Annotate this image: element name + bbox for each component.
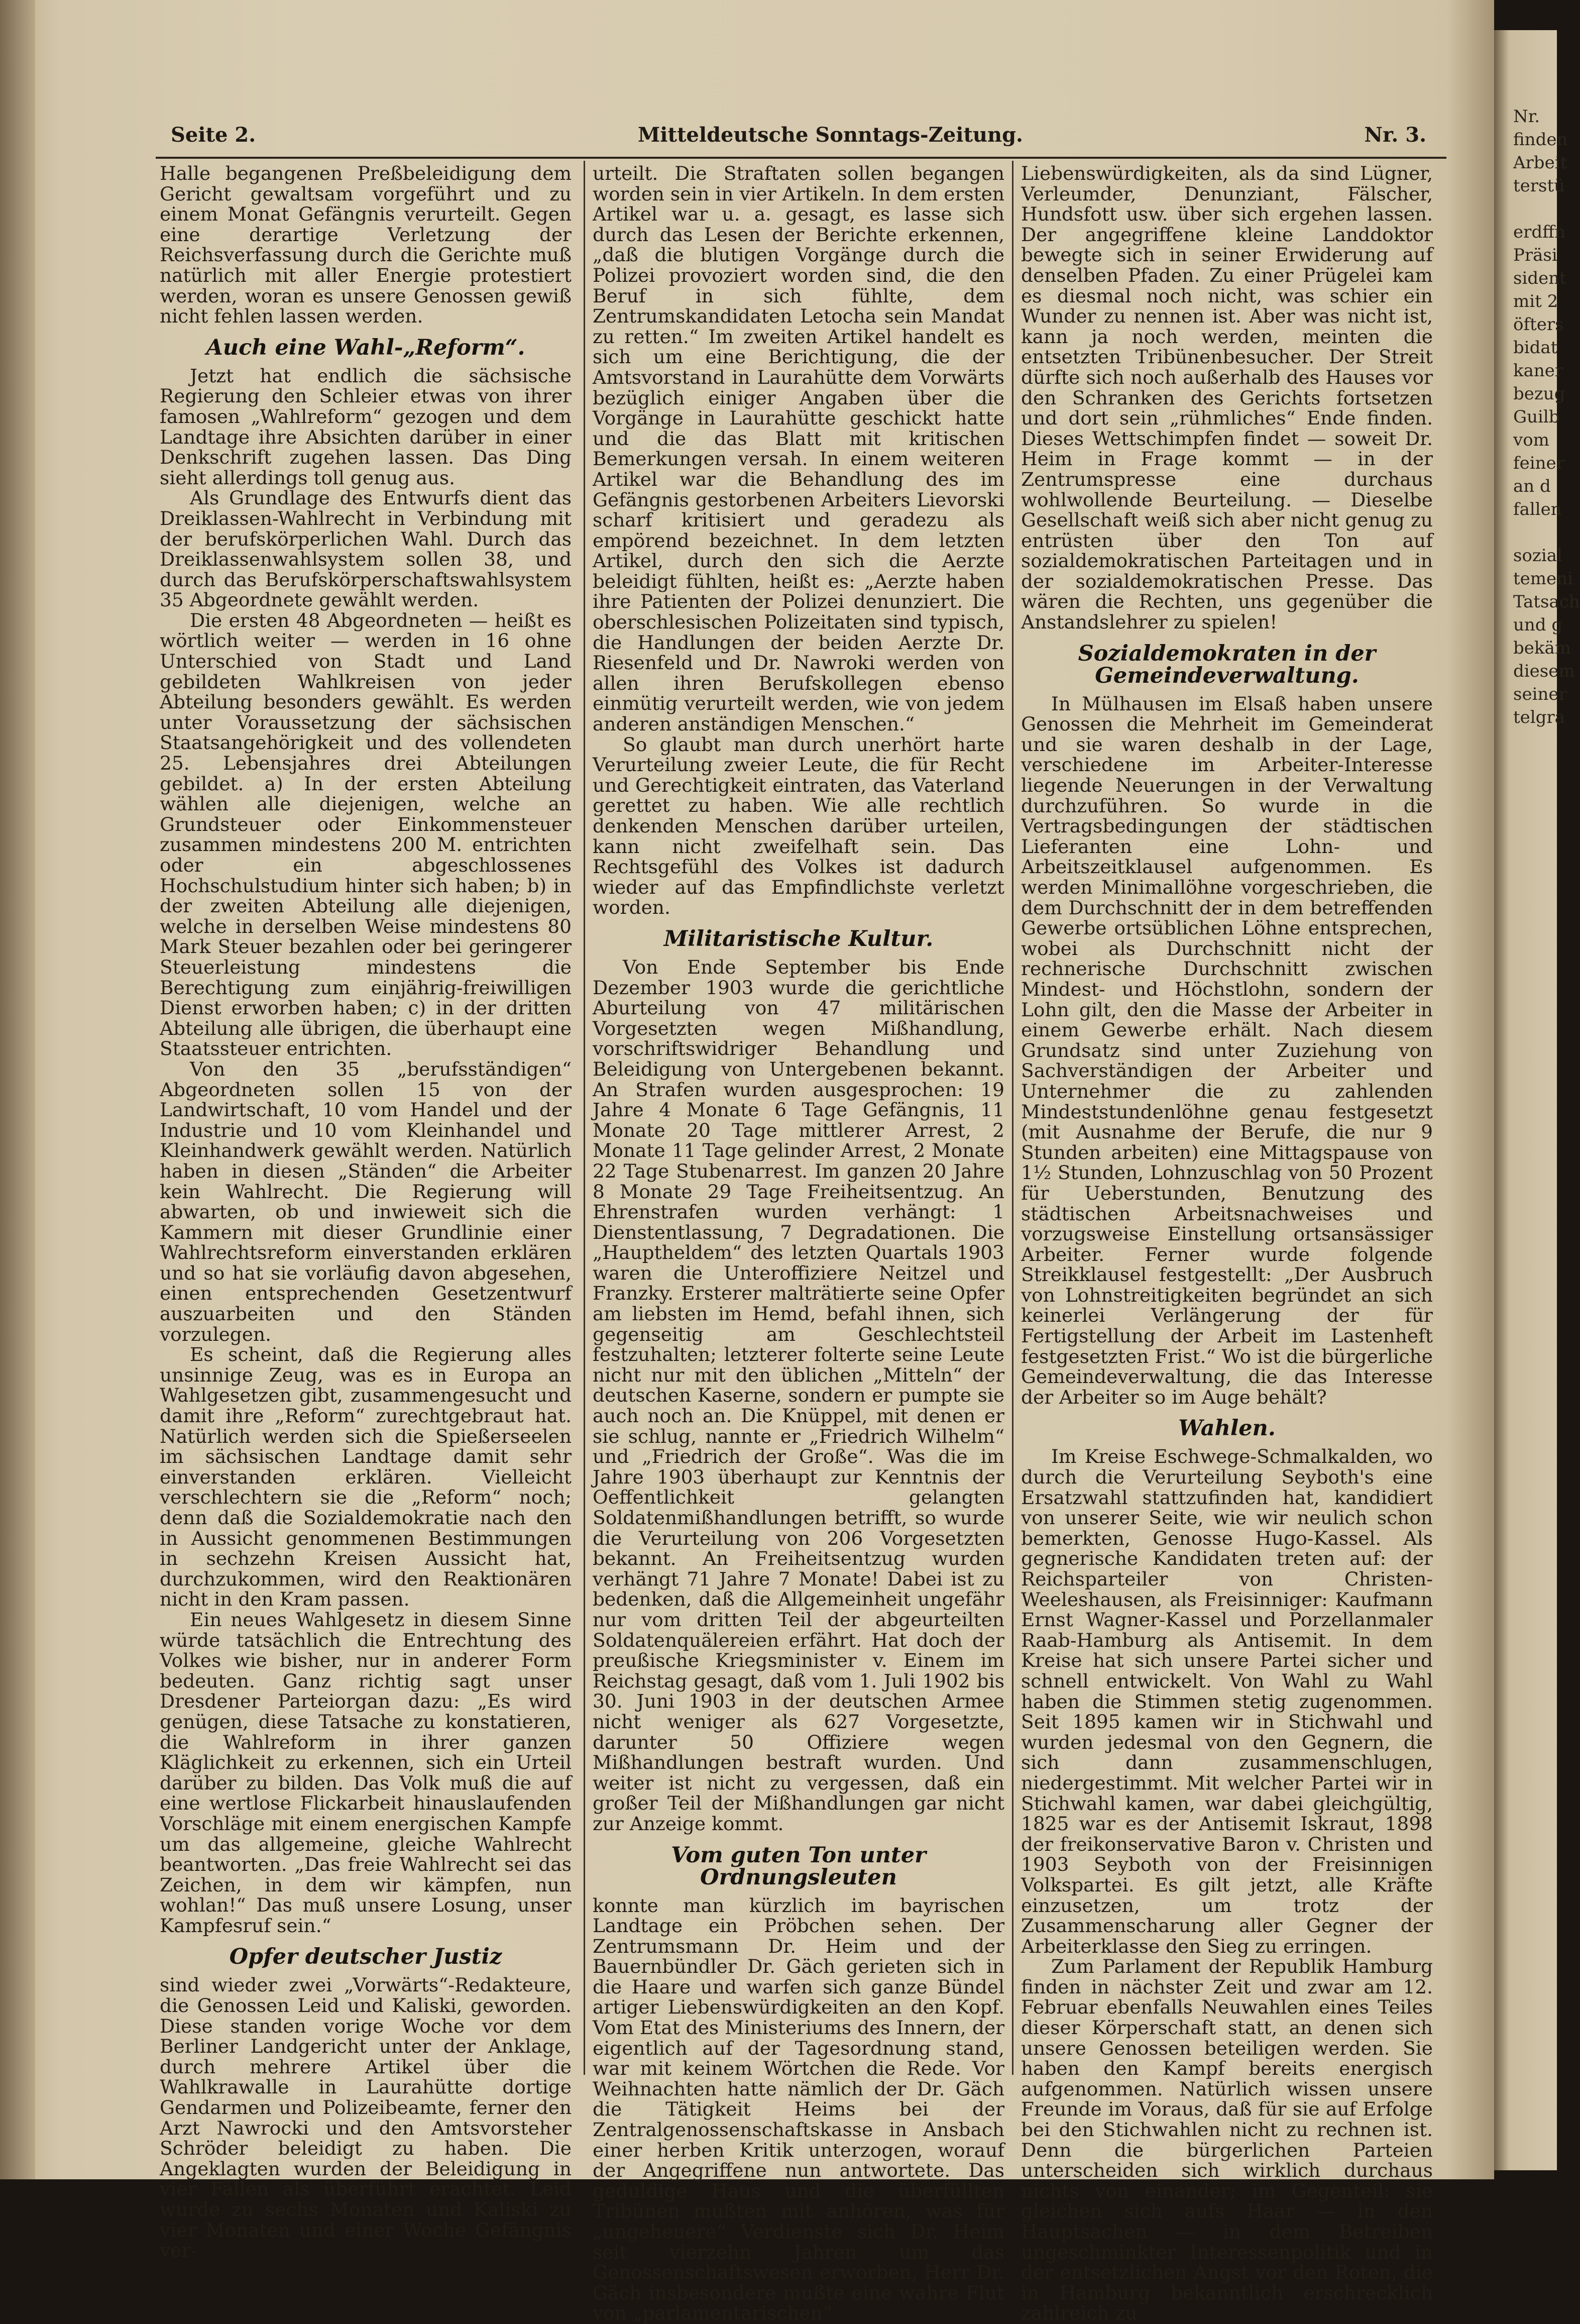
header-rule [156, 157, 1446, 159]
page-header [171, 123, 1426, 158]
article-heading: Sozialdemokraten in der Gemeindeverwaltung. [1078, 641, 1376, 688]
newspaper-title: Mitteldeutsche Sonntags-Zeitung. [638, 123, 1023, 147]
article-heading: Auch eine Wahl-„Reform“. [206, 335, 525, 360]
adjacent-page-fragment: sozial [1513, 546, 1562, 566]
column-1 [160, 162, 572, 2262]
paragraph: Zum Parlament der Republik Hamburg finden in nächster Zeit und zwar am 12. Februar ebenfalls Neuwahlen eines Teiles dieser Körperschaft statt, an denen sich unsere Genossen beteiligen werden. Sie haben den Kampf bereits energisch aufgenommen. Natürlich wissen unsere Freunde im Voraus, daß für sie auf Erfolge bei den Stichwahlen nicht zu rechnen ist. Denn die bürgerlichen Parteien unterscheiden sich wirklich durchaus nichts von einander; im Gegenteil: sie gleichen sich aufs Haar — in den Hauptsachen — in dem Betreiben ungeschminkter Interessenpolitik und in der entsetzlichen Angst vor den Roten, die in Hamburg bekanntlich erschrecklich zahlreich zu [1021, 1955, 1433, 2324]
adjacent-page-fragment: Guilb [1513, 407, 1560, 427]
paragraph: In Mülhausen im Elsaß haben unsere Genossen die Mehrheit im Gemeinderat und sie waren deshalb in der Lage, verschiedene im Arbeiter-Interesse liegende Neuerungen in der Verwaltung durchzuführen. So wurde in die Vertragsbedingungen der städtischen Lieferanten eine Lohn- und Arbeitszeitklausel aufgenommen. Es werden Minimallöhne vorgeschrieben, die dem Durchschnitt der in dem betreffenden Gewerbe ortsüblichen Löhne entsprechen, wobei als Durchschnitt nicht der rechnerische Durchschnitt zwischen Mindest- und Höchstlohn, sondern der Lohn gilt, den die Masse der Arbeiter in einem Gewerbe erhält. Nach diesem Grundsatz sind unter Zuziehung von Sachverständigen der Arbeiter und Unternehmer die zu zahlenden Mindeststundenlöhne genau festgesetzt (mit Ausnahme der Berufe, die nur 9 Stunden arbeiten) eine Mittagspause von 1½ Stunden, Lohnzuschlag von 50 Prozent für Ueberstunden, Benutzung des städtischen Arbeitsnachweises und vorzugsweise Einstellung ortsansässiger Arbeiter. Ferner wurde folgende Streikklausel festgestellt: „Der Ausbruch von Lohnstreitigkeiten begründet an sich keinerlei Verlängerung der für Fertigstellung der Arbeit im Lastenheft festgesetzten Frist.“ Wo ist die bürgerliche Gemeindeverwaltung, die das Interesse der Arbeiter so im Auge behält? [1021, 692, 1433, 1408]
adjacent-page-fragment: an d [1513, 476, 1551, 496]
column-2 [593, 162, 1004, 2324]
adjacent-page-fragment: diesem [1513, 661, 1575, 681]
article-heading: Vom guten Ton unter Ordnungsleuten [671, 1842, 926, 1890]
article-heading: Militaristische Kultur. [663, 926, 934, 952]
adjacent-page-edge [1494, 30, 1580, 2170]
paragraph: Jetzt hat endlich die sächsische Regierung den Schleier etwas von ihrer famosen „Wahlreform“ gezogen und dem Landtage ihre Absichten darüber in einer Denkschrift zugehen lassen. Das Ding sieht allerdings toll genug aus. [160, 364, 572, 489]
article-heading: Wahlen. [1178, 1416, 1276, 1441]
paragraph: sind wieder zwei „Vorwärts“-Redakteure, die Genossen Leid und Kaliski, geworden. Diese standen vorige Woche vor dem Berliner Landgericht unter der Anklage, durch mehrere Artikel über die Wahlkrawalle in Laurahütte dortige Gendarmen und Polizeibeamte, ferner den Arzt Nawrocki und den Amtsvorsteher Schröder beleidigt zu haben. Die Angeklagten wurden der Beleidigung in vier Fällen als überführt erachtet. Leid wurde zu sechs Monaten und Kaliski zu vier Monaten und einer Woche Gefängnis ver- [160, 1974, 572, 2262]
paragraph: urteilt. Die Straftaten sollen begangen worden sein in vier Artikeln. In dem ersten Artikel war u. a. gesagt, es lasse sich durch das Lesen der Berichte erkennen, „daß die blutigen Vorgänge durch die Polizei provoziert worden sind, die den Beruf in sich fühlte, dem Zentrumskandidaten Letocha sein Mandat zu retten.“ Im zweiten Artikel handelt es sich um eine Berichtigung, die der Amtsvorstand in Laurahütte dem Vorwärts bezüglich einiger Angaben über die Vorgänge in Laurahütte geschickt hatte und die das Blatt mit kritischen Bemerkungen versah. In einem weiteren Artikel war die Behandlung des im Gefängnis gestorbenen Arbeiters Lievorski scharf kritisiert und geradezu als empörend bezeichnet. In dem letzten Artikel, durch den sich die Aerzte beleidigt fühlten, heißt es: „Aerzte haben ihre Patienten der Polizei denunziert. Die oberschlesischen Polizeitaten sind typisch, die Handlungen der beiden Aerzte Dr. Riesenfeld und Dr. Nawroki werden von allen ihren Berufskollegen ebenso einmütig verurteilt werden, wie von jedem anderen anständigen Menschen.“ [593, 162, 1004, 735]
adjacent-page-fragment: öfters [1513, 314, 1564, 335]
adjacent-page-fragment: sident [1513, 268, 1566, 288]
paragraph: Von Ende September bis Ende Dezember 1903 wurde die gerichtliche Aburteilung von 47 militärischen Vorgesetzten wegen Mißhandlung, vorschriftswidriger Behandlung und Beleidigung von Untergebenen bekannt. An Strafen wurden ausgesprochen: 19 Jahre 4 Monate 6 Tage Gefängnis, 11 Monate 20 Tage mittlerer Arrest, 2 Monate 11 Tage gelinder Arrest, 2 Monate 22 Tage Stubenarrest. Im ganzen 20 Jahre 8 Monate 29 Tage Freiheitsentzug. An Ehrenstrafen wurden verhängt: 1 Dienstentlassung, 7 Degradationen. Die „Hauptheldem“ des letzten Quartals 1903 waren die Unteroffiziere Neitzel und Franzky. Ersterer malträtierte seine Opfer am liebsten im Hemd, befahl ihnen, sich gegenseitig am Geschlechtsteil festzuhalten; letzterer folterte seine Leute nicht nur mit den üblichen „Mitteln“ der deutschen Kaserne, sondern er pumpte sie auch noch an. Die Knüppel, mit denen er sie schlug, nannte er „Friedrich Wilhelm“ und „Friedrich der Große“. Was die im Jahre 1903 überhaupt zur Kenntnis der Oeffentlichkeit gelangten Soldatenmißhandlungen betrifft, so wurde die Verurteilung von 206 Vorgesetzten bekannt. An Freiheitsentzug wurden verhängt 71 Jahre 7 Monate! Dabei ist zu bedenken, daß die Allgemeinheit ungefähr nur vom dritten Teil der abgeurteilten Soldatenquälereien erfährt. Hat doch der preußische Kriegsminister v. Einem im Reichstag gesagt, daß vom 1. Juli 1902 bis 30. Juni 1903 in der deutschen Armee nicht weniger als 627 Vorgesetzte, darunter 50 Offiziere wegen Mißhandlungen bestraft wurden. Und weiter ist nicht zu vergessen, daß ein großer Teil der Mißhandlungen gar nicht zur Anzeige kommt. [593, 956, 1004, 1835]
adjacent-page-fragment: telgra [1513, 707, 1565, 727]
column-divider [1012, 161, 1013, 2075]
paragraph: Liebenswürdigkeiten, als da sind Lügner, Verleumder, Denunziant, Fälscher, Hundsfott usw. über sich ergehen lassen. Der angegriffene kleine Landdoktor bewegte sich in seiner Erwiderung auf denselben Pfaden. Zu einer Prügelei kam es diesmal noch nicht, was schier ein Wunder zu nennen ist. Aber was nicht ist, kann ja noch werden, meinten die entsetzten Tribünenbesucher. Der Streit dürfte sich noch außerhalb des Hauses vor den Schranken des Gerichts fortsetzen und dort sein „rühmliches“ Ende finden. Dieses Wettschimpfen findet — soweit Dr. Heim in Frage kommt — in der Zentrumspresse eine durchaus wohlwollende Beurteilung. — Dieselbe Gesellschaft weiß sich aber nicht genug zu entrüsten über den Ton auf sozialdemokratischen Parteitagen und in der sozialdemokratischen Presse. Das wären die Rechten, uns gegenüber die Anstandslehrer zu spielen! [1021, 162, 1433, 633]
column-divider [584, 161, 585, 2075]
adjacent-page-fragment: temeni [1513, 569, 1573, 589]
paragraph: konnte man kürzlich im bayrischen Landtage ein Pröbchen sehen. Der Zentrumsmann Dr. Heim und der Bauernbündler Dr. Gäch gerieten sich in die Haare und warfen sich ganze Bündel artiger Liebenswürdigkeiten an den Kopf. Vom Etat des Ministeriums des Innern, der eigentlich auf der Tagesordnung stand, war mit keinem Wörtchen die Rede. Vor Weihnachten hatte nämlich der Dr. Gäch die Tätigkeit Heims bei der Zentralgenossenschaftskasse in Ansbach einer herben Kritik unterzogen, worauf der Angegriffene nun antwortete. Das geduldige Haus und die überfüllten Tribünen mußten mit anhören, was für „ungeheuere“ Verdienste sich Dr. Heim seit vierzehn Jahren um das Genossenschaftswesen erworben, Herr Dr. Gäch insbesondere mußte eine wahre Flut von „parlamentarischen“ [593, 1894, 1004, 2324]
paragraph: Halle begangenen Preßbeleidigung dem Gericht gewaltsam vorgeführt und zu einem Monat Gefängnis verurteilt. Gegen eine derartige Verletzung der Reichsverfassung durch die Gerichte muß natürlich mit aller Energie protestiert werden, woran es unsere Genossen gewiß nicht fehlen lassen werden. [160, 162, 572, 328]
adjacent-page-fragment: feiner [1513, 453, 1564, 473]
adjacent-page-fragment: bidat [1513, 338, 1558, 358]
adjacent-page-fragment: mit 2 [1513, 291, 1558, 311]
adjacent-page-fragment: und g [1513, 615, 1563, 635]
paragraph: Ein neues Wahlgesetz in diesem Sinne würde tatsächlich die Entrechtung des Volkes wie bisher, nur in anderer Form bedeuten. Ganz richtig sagt unser Dresdener Parteiorgan dazu: „Es wird genügen, diese Tatsache zu konstatieren, die Wahlreform in ihrer ganzen Kläglichkeit zu erkennen, sich ein Urteil darüber zu bilden. Das Volk muß die auf eine wertlose Flickarbeit hinauslaufenden Vorschläge mit einem energischen Kampfe um das allgemeine, gleiche Wahlrecht beantworten. „Das freie Wahlrecht sei das Zeichen, in dem wir kämpfen, nun wohlan!“ Das muß unsere Losung, unser Kampfesruf sein.“ [160, 1608, 572, 1937]
paragraph: Es scheint, daß die Regierung alles unsinnige Zeug, was es in Europa an Wahlgesetzen gibt, zusammengesucht und damit ihre „Reform“ zurechtgebraut hat. Natürlich werden sich die Spießerseelen im sächsischen Landtage damit sehr einverstanden erklären. Vielleicht verschlechtern sie die „Reform“ noch; denn daß die Sozialdemokratie nach den in Aussicht genommenen Bestimmungen in sechzehn Kreisen Aussicht hat, durchzukommen, wird den Reaktionären nicht in den Kram passen. [160, 1343, 572, 1611]
adjacent-page-fragment: finden [1513, 130, 1568, 150]
adjacent-page-fragment: bezug [1513, 384, 1565, 404]
adjacent-page-fragment: bekäm [1513, 638, 1571, 658]
paragraph: Von den 35 „berufsständigen“ Abgeordneten sollen 15 von der Landwirtschaft, 10 vom Handel und der Industrie und 10 vom Kleinhandel und Kleinhandwerk gewählt werden. Natürlich haben in diesen „Ständen“ die Arbeiter kein Wahlrecht. Die Regierung will abwarten, ob und inwieweit sich die Kammern mit dieser Grundlinie einer Wahlrechtsreform einverstanden erklären und so hat sie vorläufig davon abgesehen, einen entsprechenden Gesetzentwurf auszuarbeiten und den Ständen vorzulegen. [160, 1058, 572, 1345]
adjacent-page-fragment: vom [1513, 430, 1549, 450]
adjacent-page-fragment: Präsi [1513, 245, 1557, 265]
paragraph: Als Grundlage des Entwurfs dient das Dreiklassen-Wahlrecht in Verbindung mit der berufskörperlichen Wahl. Durch das Dreiklassenwahlsystem sollen 38, und durch das Berufskörperschaftswahlsystem 35 Abgeordnete gewählt werden. [160, 487, 572, 611]
article-heading: Opfer deutscher Justiz [229, 1944, 502, 1970]
adjacent-page-fragment: kaner [1513, 361, 1563, 381]
adjacent-page-fragment: terstü [1513, 176, 1565, 196]
paragraph: So glaubt man durch unerhört harte Verurteilung zweier Leute, die für Recht und Gerechtigkeit eintraten, das Vaterland gerettet zu haben. Wie alle rechtlich denkenden Menschen darüber urteilen, kann nicht zweifelhaft sein. Das Rechtsgefühl des Volkes ist dadurch wieder auf das Empfindlichste verletzt worden. [593, 733, 1004, 919]
adjacent-page-fragment: Nr. [1513, 107, 1540, 127]
adjacent-page-fragment: seiner [1513, 684, 1567, 704]
paragraph: Die ersten 48 Abgeordneten — heißt es wörtlich weiter — werden in 16 ohne Unterschied von Stadt und Land gebildeten Wahlkreisen von jeder Abteilung besonders gewählt. Es werden unter Voraussetzung der sächsischen Staatsangehörigkeit und des vollendeten 25. Lebensjahres drei Abteilungen gebildet. a) In der ersten Abteilung wählen alle diejenigen, welche an Grundsteuer oder Einkommensteuer zusammen mindestens 200 M. entrichten oder ein abgeschlossenes Hochschulstudium hinter sich haben; b) in der zweiten Abteilung alle diejenigen, welche in derselben Weise mindestens 80 Mark Steuer bezahlen oder bei geringerer Steuerleistung mindestens die Berechtigung zum einjährig-freiwilligen Dienst erworben haben; c) in der dritten Abteilung alle übrigen, die überhaupt eine Staatssteuer entrichten. [160, 609, 572, 1060]
adjacent-page-fragment: Tatsach [1513, 592, 1580, 612]
adjacent-page-fragment: fallen [1513, 499, 1562, 519]
paragraph: Im Kreise Eschwege-Schmalkalden, wo durch die Verurteilung Seyboth's eine Ersatzwahl stattzufinden hat, kandidiert von unserer Seite, wie wir neulich schon bemerkten, Genosse Hugo-Kassel. Als gegnerische Kandidaten treten auf: der Reichsparteiler von Christen-Weeleshausen, als Freisinniger: Kaufmann Ernst Wagner-Kassel und Porzellanmaler Raab-Hamburg als Antisemit. In dem Kreise hat sich unsere Partei sicher und schnell entwickelt. Von Wahl zu Wahl haben die Stimmen stetig zugenommen. Seit 1895 kamen wir in Stichwahl und wurden jedesmal von den Gegnern, die sich dann zusammenschlugen, niedergestimmt. Mit welcher Partei wir in Stichwahl kamen, war dabei gleichgültig, 1825 war es der Antisemit Iskraut, 1898 der freikonservative Baron v. Christen und 1903 Seyboth von der Freisinnigen Volkspartei. Es gilt jetzt, alle Kräfte einzusetzen, um trotz der Zusammenscharung aller Gegner der Arbeiterklasse den Sieg zu erringen. [1021, 1445, 1433, 1957]
page-number: Seite 2. [171, 123, 256, 147]
adjacent-page-fragment: Arbeit [1513, 153, 1567, 173]
issue-number: Nr. 3. [1364, 123, 1426, 147]
adjacent-page-fragment: erdffn [1513, 222, 1566, 242]
column-3 [1021, 162, 1433, 2324]
